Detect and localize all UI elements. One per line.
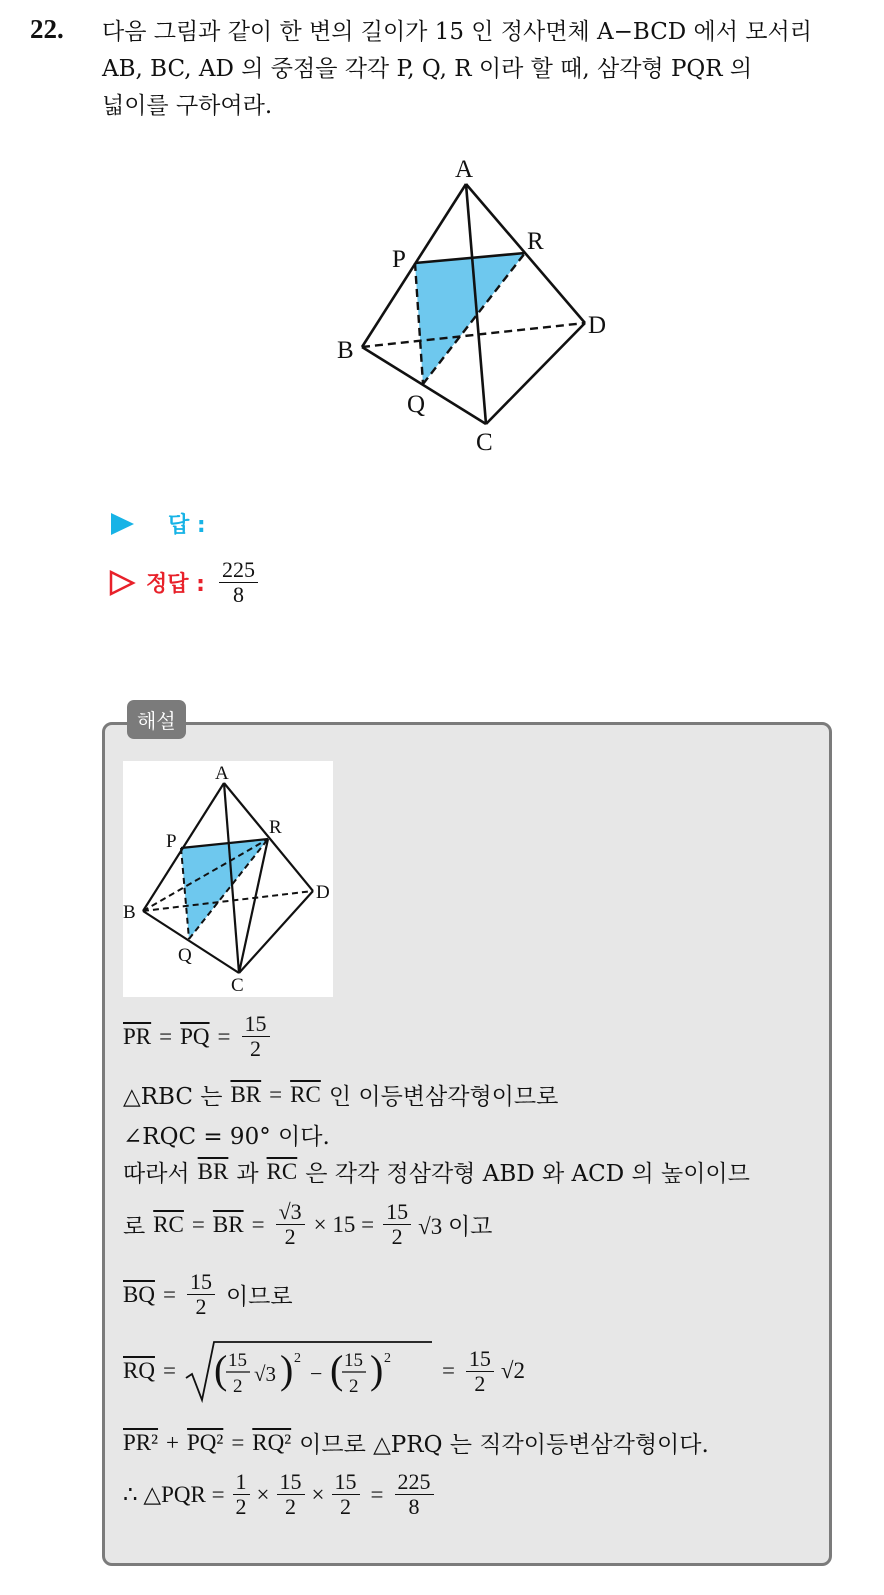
svg-text:2: 2	[348, 1376, 359, 1397]
label-b: B	[337, 337, 354, 364]
triangle-pqr-fill	[415, 253, 525, 384]
solution-tag: 해설	[127, 700, 186, 739]
correct-answer-label: 정답 :	[146, 572, 205, 597]
edge-cd	[486, 323, 585, 424]
solution-line-3: ∠RQC = 90° 이다.	[123, 1124, 330, 1150]
correct-answer-row	[108, 558, 261, 607]
svg-text:2: 2	[232, 1376, 243, 1397]
svg-text:): )	[279, 1347, 294, 1392]
play-filled-icon	[108, 510, 136, 538]
question-line-2: AB, BC, AD 의 중점을 각각 P, Q, R 이라 할 때, 삼각형 PQR 의	[102, 56, 753, 82]
solution-line-4: 따라서 $\overline{BR}$ 과 $\overline{RC}$ 은 각각 정삼각형 ABD 와 ACD 의 높이이므	[123, 1158, 750, 1187]
sol-label-a: A	[215, 763, 229, 784]
question-line-1: 다음 그림과 같이 한 변의 길이가 15 인 정사면체 A−BCD 에서 모서리	[102, 19, 812, 45]
svg-text:√3: √3	[253, 1362, 276, 1386]
label-p: P	[392, 246, 406, 273]
question-line-3: 넓이를 구하여라.	[102, 93, 273, 119]
solution-line-5: 로 $\overline{RC}$ = $\overline{BR}$ = $\frac{√3}{2}$ × 15 = $\frac{15}{2}$ √3 이고	[123, 1199, 493, 1249]
svg-text:2: 2	[293, 1351, 301, 1366]
sol-label-r: R	[269, 817, 282, 838]
solution-line-1: $\overline{PR}$ = $\overline{PQ}$ = $\frac{15}{2}$	[123, 1012, 273, 1061]
question-number: 22.	[30, 14, 64, 44]
svg-text:): )	[369, 1347, 384, 1392]
svg-text:(: (	[329, 1347, 344, 1392]
svg-text:−: −	[309, 1361, 323, 1386]
sol-label-d: D	[316, 882, 330, 903]
solution-line-2: △RBC 는 $\overline{BR}$ = $\overline{RC}$ 인 이등변삼각형이므로	[123, 1081, 559, 1110]
solution-line-6: $\overline{BQ}$ = $\frac{15}{2}$ 이므로	[123, 1269, 293, 1319]
svg-text:2: 2	[383, 1351, 391, 1366]
sqrt-expression	[184, 1338, 434, 1404]
correct-answer-value: $\frac{225}{8}$	[219, 558, 258, 607]
sol-label-b: B	[123, 902, 136, 923]
label-c: C	[476, 429, 493, 456]
answer-row	[108, 508, 206, 539]
label-a: A	[455, 156, 474, 183]
question-text	[102, 14, 854, 125]
label-q: Q	[407, 391, 426, 418]
solution-figure	[123, 761, 333, 997]
svg-text:(: (	[213, 1347, 228, 1392]
edge-bd-hidden	[362, 323, 585, 347]
sol-label-q: Q	[178, 945, 192, 966]
solution-line-8: PR² + PQ² = RQ² 이므로 △PRQ 는 직각이등변삼각형이다.	[123, 1429, 709, 1458]
sol-label-p: P	[166, 831, 177, 852]
label-r: R	[527, 228, 544, 255]
svg-text:15: 15	[343, 1350, 363, 1371]
tetrahedron-figure	[330, 150, 630, 460]
solution-line-9: ∴ △PQR = $\frac{1}{2}$ × $\frac{15}{2}$ × $\frac{15}{2}$ = $\frac{225}{8}$	[123, 1470, 437, 1519]
solution-line-7: $\overline{RQ}$ = ( 15 2 √3 ) 2 − ( 15 2 ) 2 = $\frac{15}{2}$ √2	[123, 1338, 525, 1404]
answer-label: 답 :	[168, 513, 206, 538]
sol-label-c: C	[231, 975, 244, 996]
svg-text:15: 15	[227, 1350, 247, 1371]
play-outline-icon	[108, 569, 136, 597]
label-d: D	[588, 312, 607, 339]
